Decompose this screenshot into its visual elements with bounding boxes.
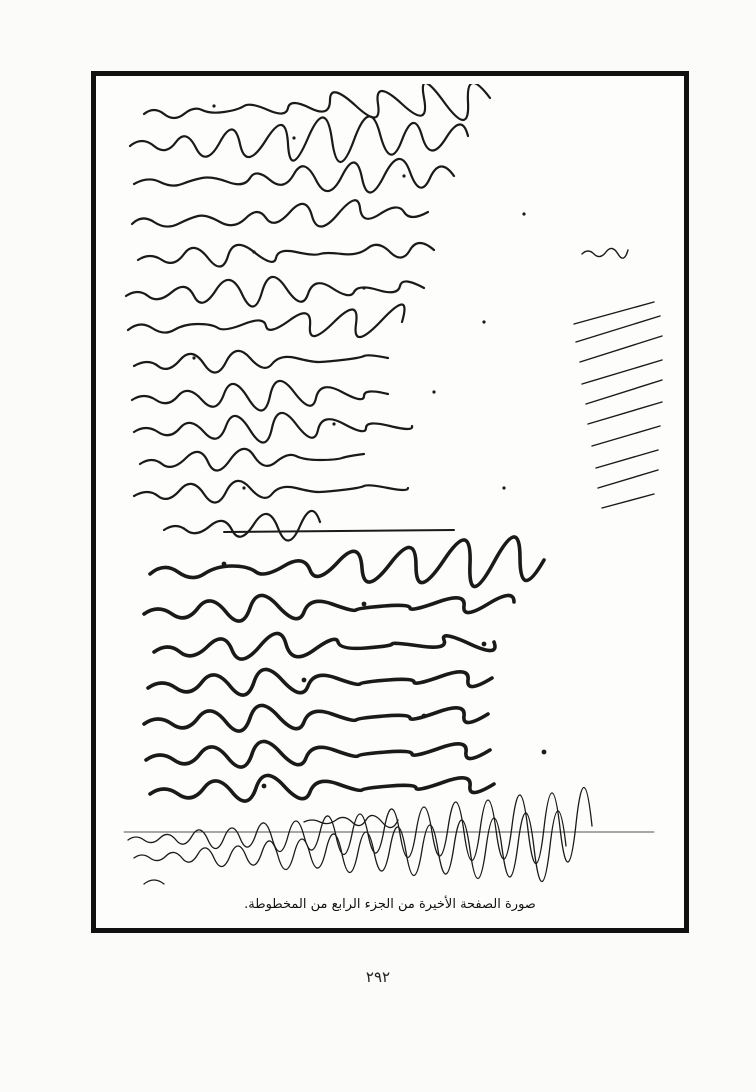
manuscript-diacritic-dots	[192, 104, 546, 788]
figure-caption: صورة الصفحة الأخيرة من الجزء الرابع من المخطوطة.	[244, 897, 536, 912]
manuscript-margin-notes	[574, 248, 662, 508]
page-number: ٢٩٢	[365, 968, 391, 986]
manuscript-handwriting-image	[104, 84, 676, 892]
manuscript-figure-frame	[91, 71, 689, 933]
manuscript-image	[104, 84, 676, 892]
manuscript-main-text-lines	[126, 84, 490, 541]
manuscript-certificate-lines	[144, 537, 544, 801]
manuscript-closing-lines	[128, 787, 592, 884]
